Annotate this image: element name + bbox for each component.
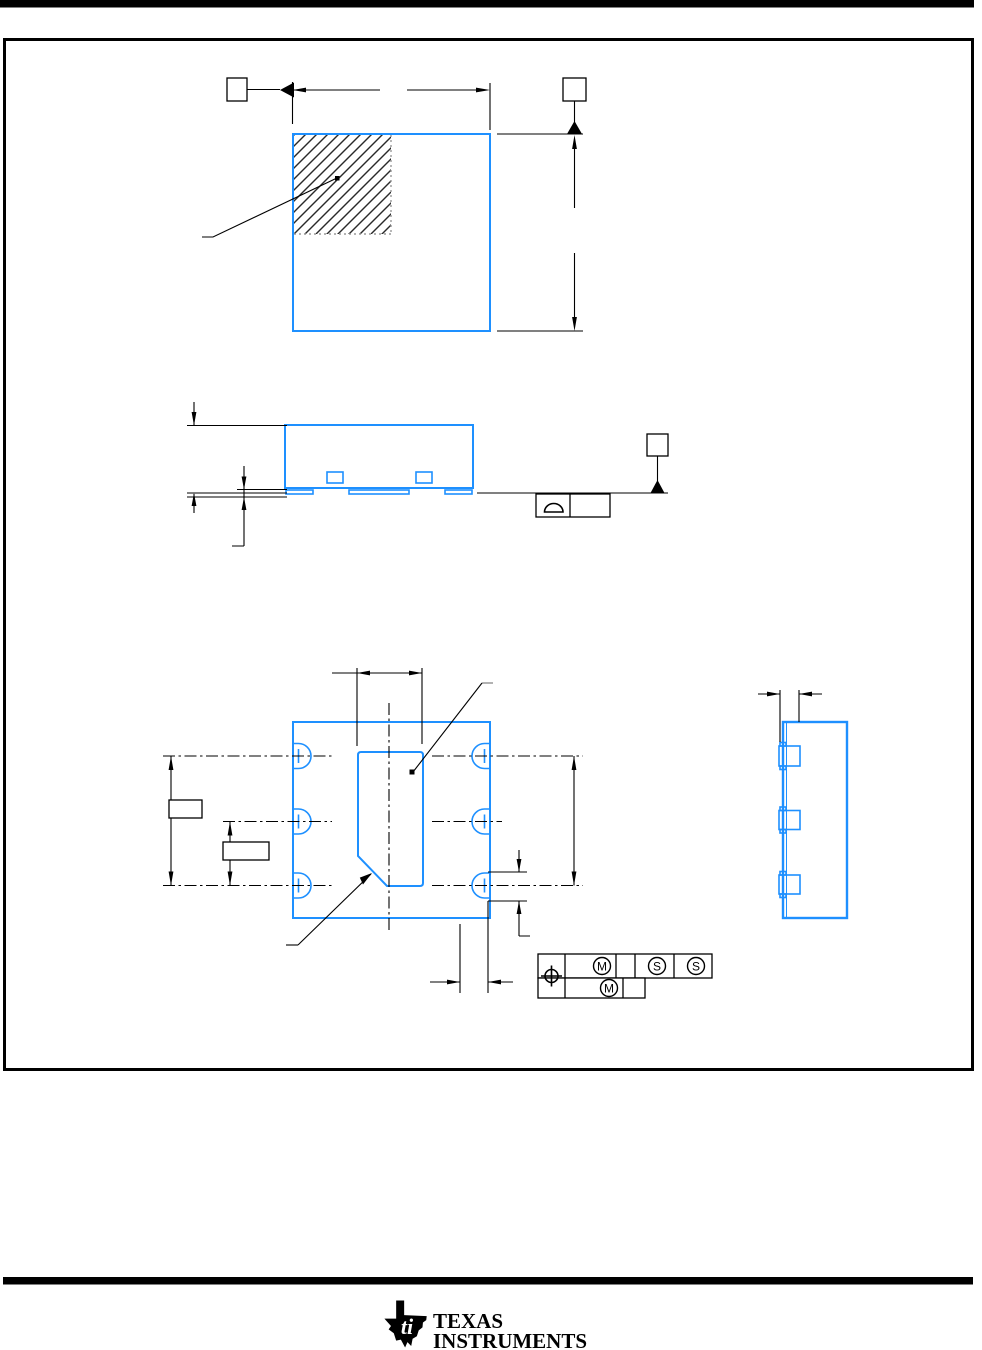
seating-plane-datum xyxy=(647,434,668,493)
height-dimension xyxy=(187,402,287,513)
pad-pitch-dimension xyxy=(223,822,269,886)
datum-triangle-left xyxy=(280,83,294,98)
arrowhead-up xyxy=(572,135,577,149)
arrowhead-right xyxy=(476,88,490,93)
bottom-rule xyxy=(3,1277,973,1285)
datum-triangle xyxy=(651,480,665,493)
pin1-index-hatch-area xyxy=(294,135,391,234)
terminal-pads-right xyxy=(472,744,490,899)
datum-box xyxy=(647,434,668,456)
pad-width-dimension xyxy=(430,901,513,993)
ti-logo xyxy=(384,1300,587,1350)
mmc-letter-2: M xyxy=(604,981,614,996)
arrowhead-down xyxy=(572,317,577,331)
ti-monogram: ti xyxy=(400,1314,414,1339)
arrowhead-up xyxy=(517,901,522,914)
end-view-body-outline xyxy=(783,722,847,918)
rfs-letter-2: S xyxy=(691,959,701,974)
arrowhead-down xyxy=(169,872,174,886)
dimension-text-box xyxy=(223,842,269,860)
arrowhead-up xyxy=(228,822,233,836)
datum-box-right xyxy=(563,78,586,101)
arrowhead-down xyxy=(517,859,522,872)
extension-lines xyxy=(497,134,583,331)
bottom-lead-center xyxy=(349,490,409,494)
top-rule xyxy=(0,0,974,8)
arrowhead-left xyxy=(293,88,307,93)
dimension-text-box xyxy=(169,800,202,818)
arrowhead-right xyxy=(447,980,460,985)
extension-lines xyxy=(293,82,491,130)
arrowhead-right xyxy=(409,671,422,676)
pad-thickness-dimension xyxy=(758,690,822,742)
arrowhead-left xyxy=(488,980,501,985)
pad-length-dimension xyxy=(488,850,530,936)
seating-plane-frame xyxy=(536,494,610,517)
top-height-dimension xyxy=(497,78,586,331)
arrowhead-right xyxy=(767,692,780,697)
arrowhead-down xyxy=(192,412,197,426)
top-width-dimension xyxy=(227,78,490,130)
side-view-body-outline xyxy=(285,425,473,488)
arrowhead-down xyxy=(228,872,233,886)
lead-thickness-dimension xyxy=(232,466,246,546)
bottom-lead-right xyxy=(445,490,472,494)
top-view xyxy=(202,78,586,331)
arrowhead-up xyxy=(192,493,197,506)
arrowhead-down xyxy=(572,872,577,886)
side-view xyxy=(187,402,668,546)
bottom-view xyxy=(163,668,712,998)
arrowhead-up xyxy=(572,756,577,770)
leader-dot xyxy=(410,770,415,775)
datum-box-left xyxy=(227,78,247,101)
rfs-letter-1: S xyxy=(652,959,662,974)
position-tolerance-frame xyxy=(538,954,712,998)
arrowhead-up xyxy=(242,497,247,510)
terminal-pads-left xyxy=(293,744,311,899)
center-lines xyxy=(163,703,583,932)
arrowhead-up xyxy=(169,756,174,770)
logo-line1: TEXAS xyxy=(433,1309,504,1333)
mmc-letter: M xyxy=(597,959,607,974)
end-view xyxy=(758,690,847,918)
datum-triangle-right xyxy=(567,121,582,134)
logo-line2: INSTRUMENTS xyxy=(433,1329,588,1350)
terminal-window-right xyxy=(416,472,432,483)
arrowhead-down xyxy=(242,477,247,490)
pad-span-dimension xyxy=(169,756,202,886)
arrowhead-left xyxy=(357,671,370,676)
thermal-pad-width-dimension xyxy=(332,668,422,746)
terminal-window-left xyxy=(327,472,343,483)
right-span-dimension xyxy=(572,756,577,886)
arrowhead-left xyxy=(799,692,812,697)
bottom-lead-left xyxy=(286,490,313,494)
